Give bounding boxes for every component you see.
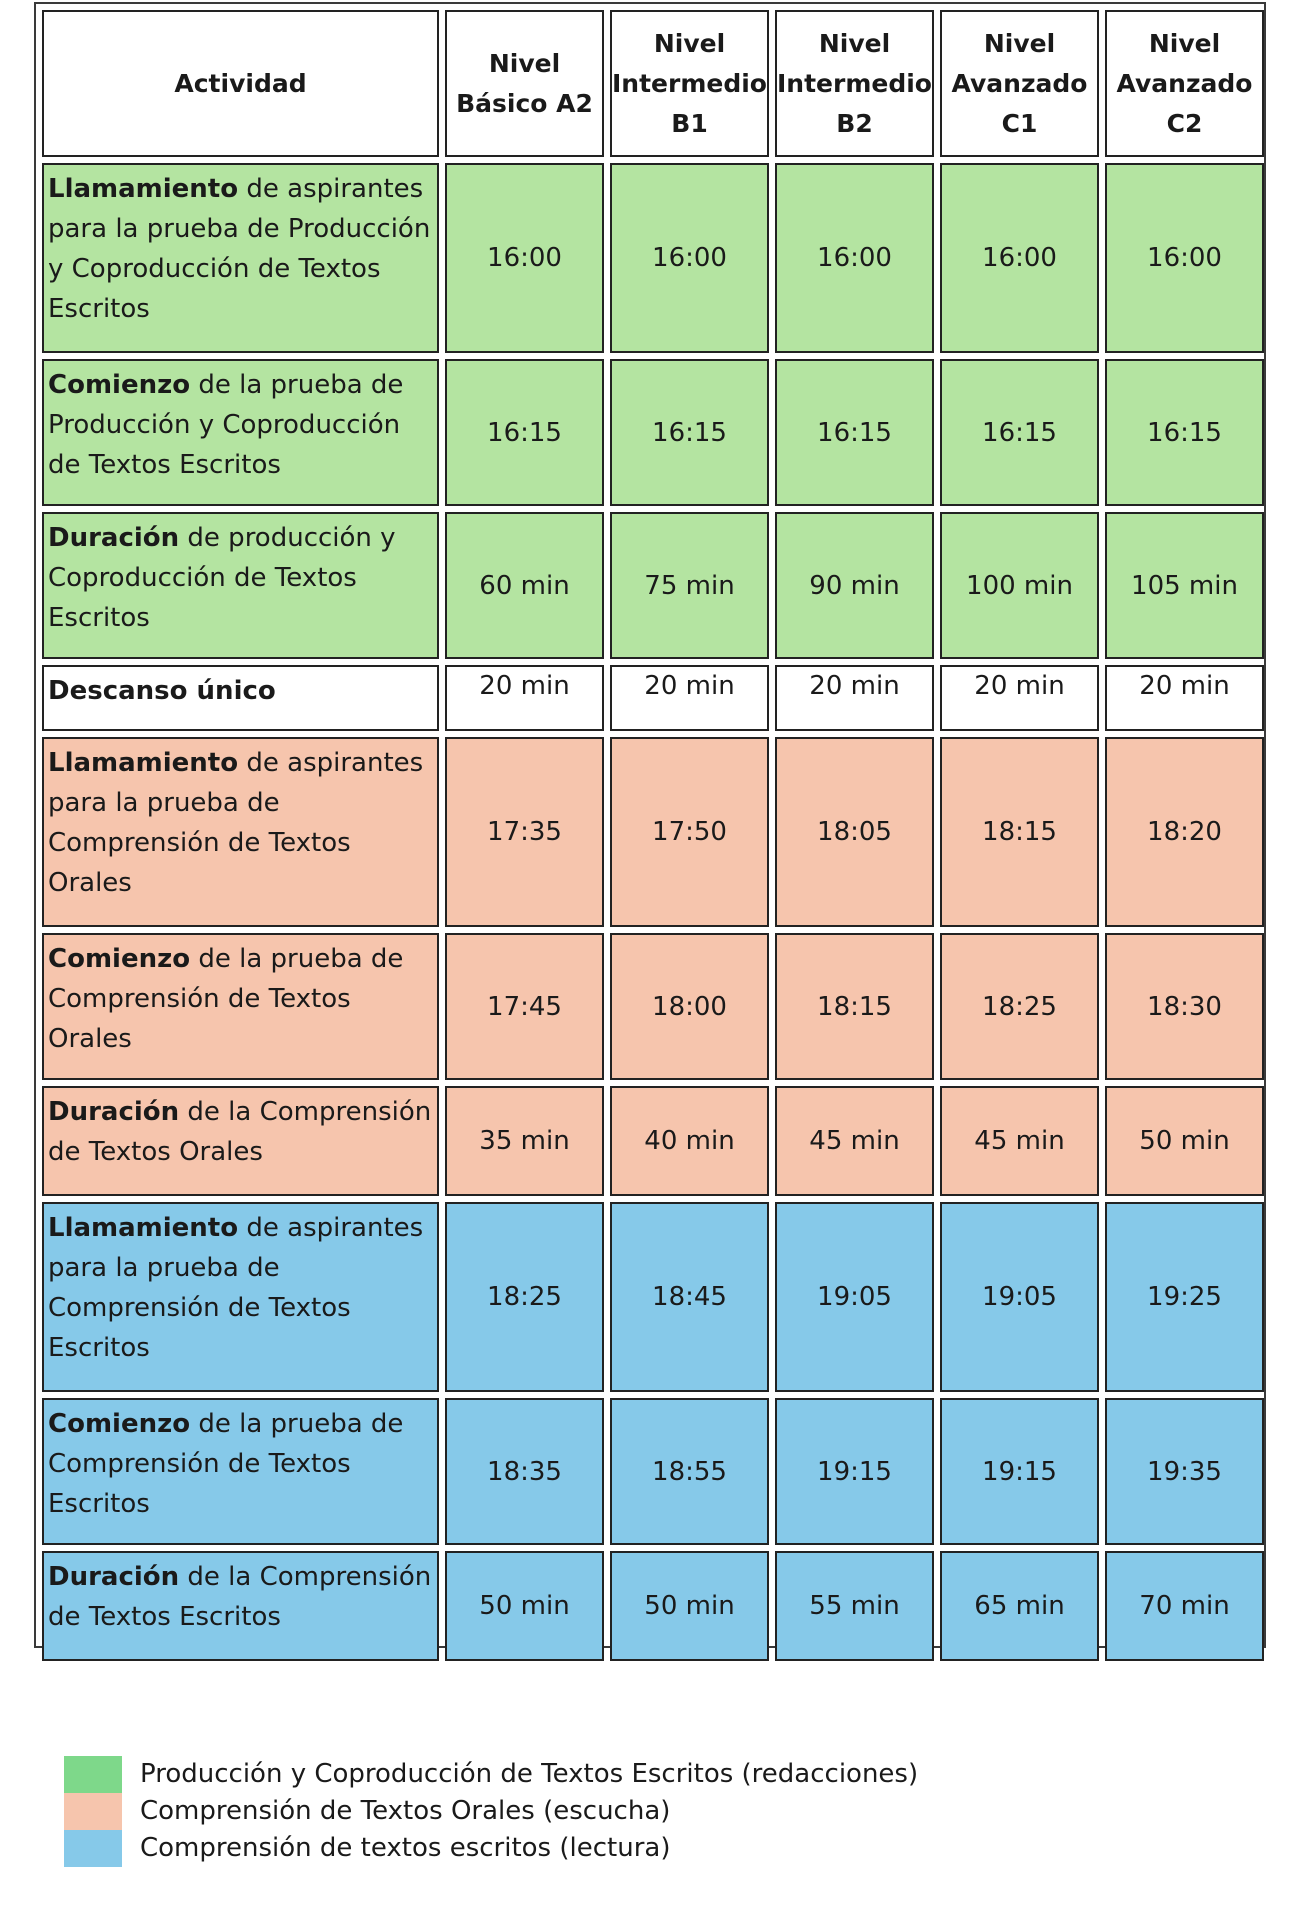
time-cell: 16:15: [1105, 359, 1264, 506]
time-cell: 100 min: [940, 512, 1099, 659]
activity-description: de aspirantes para la prueba de Comprensión de Textos Orales: [48, 748, 424, 898]
activity-cell: [42, 737, 439, 927]
time-cell: 19:35: [1105, 1398, 1264, 1545]
header-level-line: Intermedio: [612, 68, 767, 98]
time-cell: 75 min: [610, 512, 769, 659]
time-cell: 20 min: [445, 665, 604, 731]
activity-keyword: Comienzo: [48, 1409, 191, 1439]
time-cell: 17:45: [445, 933, 604, 1080]
time-cell: 16:00: [1105, 163, 1264, 353]
time-cell: 90 min: [775, 512, 934, 659]
activity-keyword: Duración: [48, 1097, 180, 1127]
table-body: [42, 163, 1264, 1661]
activity-keyword: Llamamiento: [48, 748, 239, 778]
legend-label: Comprensión de textos escritos (lectura): [140, 1833, 671, 1863]
header-activity: Actividad: [42, 10, 439, 157]
time-cell: 20 min: [610, 665, 769, 731]
legend-label: Comprensión de Textos Orales (escucha): [140, 1796, 671, 1826]
table-row: [42, 512, 1264, 659]
header-level-line: C1: [1001, 108, 1038, 138]
header-level-line: Nivel: [653, 28, 726, 58]
color-legend: [64, 1756, 1064, 1867]
time-cell: 16:15: [445, 359, 604, 506]
legend-item: [64, 1830, 1064, 1867]
time-cell: 16:00: [775, 163, 934, 353]
header-level-line: Avanzado: [951, 68, 1088, 98]
legend-color-swatch: [64, 1830, 122, 1867]
activity-keyword: Descanso único: [48, 676, 276, 706]
time-cell: 45 min: [775, 1086, 934, 1196]
activity-keyword: Llamamiento: [48, 1213, 239, 1243]
activity-keyword: Comienzo: [48, 944, 191, 974]
header-level-line: B1: [671, 108, 708, 138]
table-row: [42, 737, 1264, 927]
time-cell: 70 min: [1105, 1551, 1264, 1661]
table-row: [42, 1398, 1264, 1545]
time-cell: 16:15: [940, 359, 1099, 506]
legend-item: [64, 1756, 1064, 1793]
table-row: [42, 1086, 1264, 1196]
header-level-c1: [940, 10, 1099, 157]
activity-description: de aspirantes para la prueba de Producción y Coproducción de Textos Escritos: [48, 174, 431, 324]
activity-keyword: Comienzo: [48, 370, 191, 400]
activity-description: de aspirantes para la prueba de Comprensión de Textos Escritos: [48, 1213, 424, 1363]
activity-cell: [42, 512, 439, 659]
time-cell: 40 min: [610, 1086, 769, 1196]
time-cell: 55 min: [775, 1551, 934, 1661]
header-level-line: Nivel: [488, 48, 561, 78]
header-level-c2: [1105, 10, 1264, 157]
time-cell: 20 min: [1105, 665, 1264, 731]
time-cell: 50 min: [610, 1551, 769, 1661]
activity-cell: [42, 1202, 439, 1392]
header-level-line: Nivel: [818, 28, 891, 58]
time-cell: 18:25: [940, 933, 1099, 1080]
table-row: [42, 1202, 1264, 1392]
time-cell: 50 min: [445, 1551, 604, 1661]
time-cell: 105 min: [1105, 512, 1264, 659]
activity-description: de la Comprensión de Textos Escritos: [48, 1562, 432, 1632]
activity-keyword: Llamamiento: [48, 174, 239, 204]
time-cell: 19:25: [1105, 1202, 1264, 1392]
time-cell: 18:15: [940, 737, 1099, 927]
time-cell: 19:15: [775, 1398, 934, 1545]
time-cell: 18:25: [445, 1202, 604, 1392]
time-cell: 17:35: [445, 737, 604, 927]
header-level-line: C2: [1166, 108, 1203, 138]
table-row: [42, 359, 1264, 506]
table-row: [42, 163, 1264, 353]
time-cell: 19:05: [775, 1202, 934, 1392]
legend-color-swatch: [64, 1793, 122, 1830]
activity-description: de la prueba de Producción y Coproducción de Textos Escritos: [48, 370, 404, 480]
time-cell: 18:15: [775, 933, 934, 1080]
time-cell: 17:50: [610, 737, 769, 927]
table-header-row: [42, 10, 1264, 157]
activity-cell: [42, 1551, 439, 1661]
header-level-line: B2: [836, 108, 873, 138]
table-row: [42, 933, 1264, 1080]
time-cell: 20 min: [775, 665, 934, 731]
time-cell: 18:45: [610, 1202, 769, 1392]
time-cell: 18:05: [775, 737, 934, 927]
activity-cell: [42, 359, 439, 506]
legend-label: Producción y Coproducción de Textos Escritos (redacciones): [140, 1759, 919, 1789]
legend-color-swatch: [64, 1756, 122, 1793]
header-level-line: Avanzado: [1116, 68, 1253, 98]
time-cell: 20 min: [940, 665, 1099, 731]
exam-schedule-table: [36, 4, 1270, 1667]
time-cell: 18:55: [610, 1398, 769, 1545]
activity-cell: [42, 1398, 439, 1545]
time-cell: 19:05: [940, 1202, 1099, 1392]
activity-description: de la prueba de Comprensión de Textos Orales: [48, 944, 404, 1054]
time-cell: 65 min: [940, 1551, 1099, 1661]
header-level-line: Básico A2: [456, 88, 593, 118]
header-level-line: Nivel: [983, 28, 1056, 58]
header-level-line: Intermedio: [777, 68, 932, 98]
activity-cell: [42, 665, 439, 731]
time-cell: 18:35: [445, 1398, 604, 1545]
activity-description: de la Comprensión de Textos Orales: [48, 1097, 432, 1167]
activity-keyword: Duración: [48, 1562, 180, 1592]
table-row: [42, 665, 1264, 731]
time-cell: 16:00: [940, 163, 1099, 353]
activity-keyword: Duración: [48, 523, 180, 553]
time-cell: 45 min: [940, 1086, 1099, 1196]
time-cell: 60 min: [445, 512, 604, 659]
legend-item: [64, 1793, 1064, 1830]
header-level-b2: [775, 10, 934, 157]
table-row: [42, 1551, 1264, 1661]
time-cell: 16:00: [445, 163, 604, 353]
time-cell: 16:15: [610, 359, 769, 506]
time-cell: 16:00: [610, 163, 769, 353]
activity-cell: [42, 933, 439, 1080]
time-cell: 18:30: [1105, 933, 1264, 1080]
activity-cell: [42, 1086, 439, 1196]
activity-description: de la prueba de Comprensión de Textos Escritos: [48, 1409, 404, 1519]
activity-cell: [42, 163, 439, 353]
header-level-line: Nivel: [1148, 28, 1221, 58]
header-level-b1: [610, 10, 769, 157]
time-cell: 19:15: [940, 1398, 1099, 1545]
time-cell: 18:00: [610, 933, 769, 1080]
time-cell: 35 min: [445, 1086, 604, 1196]
time-cell: 50 min: [1105, 1086, 1264, 1196]
time-cell: 16:15: [775, 359, 934, 506]
time-cell: 18:20: [1105, 737, 1264, 927]
header-level-a2: [445, 10, 604, 157]
activity-description: de producción y Coproducción de Textos Escritos: [48, 523, 396, 633]
